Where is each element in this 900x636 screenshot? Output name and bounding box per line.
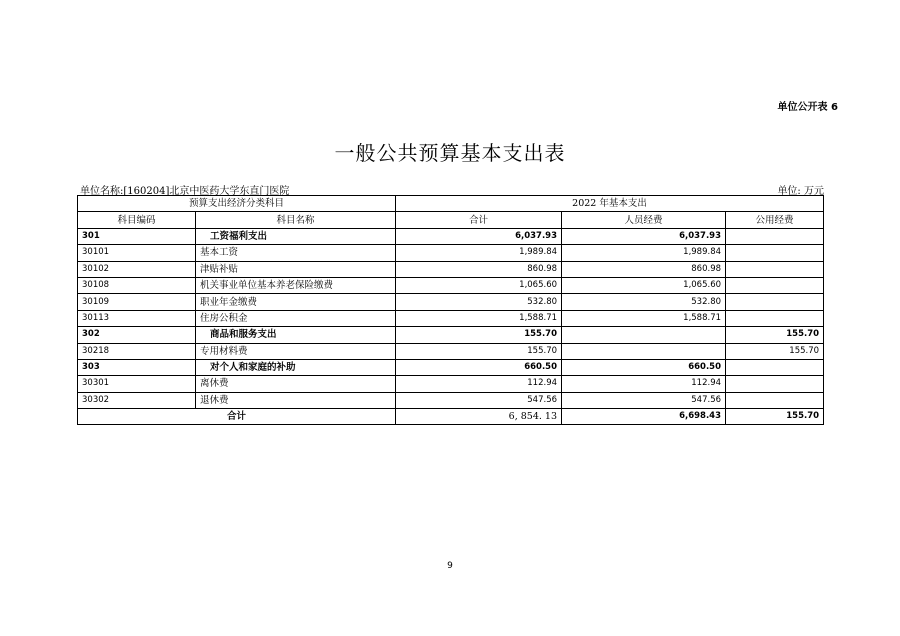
row-code: 30109	[78, 294, 196, 310]
row-code: 301	[78, 228, 196, 244]
row-public	[726, 310, 824, 326]
row-name: 工资福利支出	[196, 228, 396, 244]
row-public	[726, 392, 824, 408]
row-name: 基本工资	[196, 245, 396, 261]
row-total: 660.50	[396, 359, 562, 375]
row-personnel	[562, 343, 726, 359]
row-total: 532.80	[396, 294, 562, 310]
header-code: 科目编码	[78, 212, 196, 228]
row-personnel: 6,037.93	[562, 228, 726, 244]
table-row	[78, 277, 824, 293]
budget-table	[77, 195, 824, 425]
row-name: 住房公积金	[196, 310, 396, 326]
table-row	[78, 359, 824, 375]
header-year-expenditure: 2022 年基本支出	[396, 196, 824, 212]
table-row	[78, 327, 824, 343]
row-personnel: 547.56	[562, 392, 726, 408]
row-public: 155.70	[726, 343, 824, 359]
row-code: 30301	[78, 376, 196, 392]
currency-unit: 单位: 万元	[777, 186, 824, 197]
row-public	[726, 245, 824, 261]
row-personnel: 660.50	[562, 359, 726, 375]
header-public: 公用经费	[726, 212, 824, 228]
header-personnel: 人员经费	[562, 212, 726, 228]
page-number: 9	[447, 561, 453, 571]
row-name: 机关事业单位基本养老保险缴费	[196, 277, 396, 293]
row-name: 退休费	[196, 392, 396, 408]
row-personnel: 1,588.71	[562, 310, 726, 326]
row-public	[726, 228, 824, 244]
row-code: 30218	[78, 343, 196, 359]
row-total: 155.70	[396, 343, 562, 359]
total-label: 合计	[78, 409, 396, 425]
row-code: 302	[78, 327, 196, 343]
row-name: 专用材料费	[196, 343, 396, 359]
row-personnel: 860.98	[562, 261, 726, 277]
table-row	[78, 392, 824, 408]
row-total: 1,588.71	[396, 310, 562, 326]
row-total: 6,037.93	[396, 228, 562, 244]
row-name: 商品和服务支出	[196, 327, 396, 343]
header-classification: 预算支出经济分类科目	[78, 196, 396, 212]
row-public	[726, 277, 824, 293]
page-title: 一般公共预算基本支出表	[334, 141, 566, 165]
row-public	[726, 261, 824, 277]
table-row	[78, 228, 824, 244]
table-row	[78, 376, 824, 392]
unit-name: 单位名称:[160204]北京中医药大学东直门医院	[80, 186, 290, 197]
header-row-columns	[78, 212, 824, 228]
total-row	[78, 409, 824, 425]
row-code: 303	[78, 359, 196, 375]
row-personnel: 112.94	[562, 376, 726, 392]
total-public: 155.70	[726, 409, 824, 425]
header-name: 科目名称	[196, 212, 396, 228]
row-public	[726, 376, 824, 392]
row-total: 1,065.60	[396, 277, 562, 293]
row-total: 155.70	[396, 327, 562, 343]
total-personnel: 6,698.43	[562, 409, 726, 425]
row-code: 30113	[78, 310, 196, 326]
row-personnel: 1,065.60	[562, 277, 726, 293]
header-row-group	[78, 196, 824, 212]
table-row	[78, 343, 824, 359]
table-number-label: 单位公开表 6	[777, 102, 838, 113]
row-code: 30108	[78, 277, 196, 293]
row-name: 离休费	[196, 376, 396, 392]
row-public: 155.70	[726, 327, 824, 343]
table-row	[78, 294, 824, 310]
row-personnel: 1,989.84	[562, 245, 726, 261]
total-sum: 6, 854. 13	[396, 409, 562, 425]
row-name: 对个人和家庭的补助	[196, 359, 396, 375]
row-total: 547.56	[396, 392, 562, 408]
row-personnel: 532.80	[562, 294, 726, 310]
row-public	[726, 294, 824, 310]
row-total: 1,989.84	[396, 245, 562, 261]
table-row	[78, 261, 824, 277]
header-total: 合计	[396, 212, 562, 228]
row-total: 112.94	[396, 376, 562, 392]
table-row	[78, 245, 824, 261]
table-row	[78, 310, 824, 326]
row-public	[726, 359, 824, 375]
row-name: 津贴补贴	[196, 261, 396, 277]
row-code: 30302	[78, 392, 196, 408]
row-code: 30102	[78, 261, 196, 277]
row-personnel	[562, 327, 726, 343]
row-name: 职业年金缴费	[196, 294, 396, 310]
row-code: 30101	[78, 245, 196, 261]
row-total: 860.98	[396, 261, 562, 277]
